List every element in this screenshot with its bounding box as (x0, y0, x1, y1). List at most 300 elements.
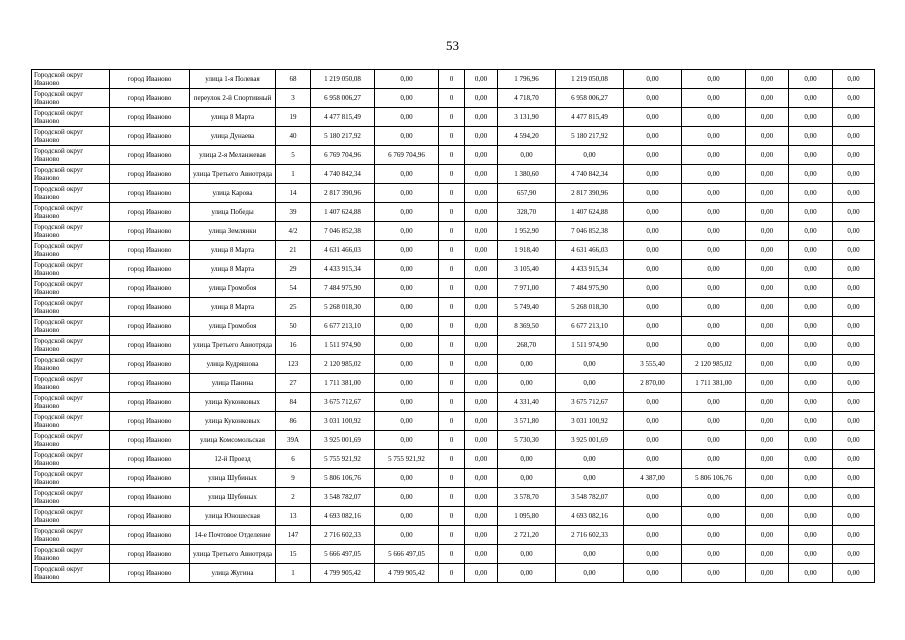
cell-cost-col-6: 3 031 100,92 (556, 412, 624, 431)
cell-area: 3 571,80 (498, 412, 556, 431)
cell-cost-col-9: 0,00 (746, 393, 789, 412)
cell-cost-col-11: 0,00 (833, 488, 875, 507)
cell-cost-col-9: 0,00 (746, 165, 789, 184)
cell-cost-col-8: 0,00 (682, 526, 746, 545)
cell-cost-col-9: 0,00 (746, 279, 789, 298)
cell-cost-col-11: 0,00 (833, 165, 875, 184)
cell-cost-col-10: 0,00 (789, 203, 833, 222)
cell-cost-col-9: 0,00 (746, 70, 789, 89)
cell-cost-col-9: 0,00 (746, 469, 789, 488)
cell-street: улица Куконковых (190, 393, 276, 412)
cell-district: Городской округ Иваново (32, 241, 110, 260)
cell-area-2: 0,00 (624, 89, 682, 108)
cell-cost-col-4: 0,00 (465, 336, 498, 355)
cell-cost-col-6: 2 817 390,96 (556, 184, 624, 203)
table-row (32, 108, 875, 127)
cell-street: улица 8 Марта (190, 298, 276, 317)
cell-house: 9 (276, 469, 311, 488)
cell-cost-col-2: 0,00 (375, 374, 439, 393)
cell-cost-col-8: 0,00 (682, 203, 746, 222)
cell-cost-col-11: 0,00 (833, 469, 875, 488)
cell-cost-col-3: 0 (439, 127, 465, 146)
cell-settlement: город Иваново (110, 431, 190, 450)
cell-cost-col-10: 0,00 (789, 317, 833, 336)
cell-street: улица 1-я Полевая (190, 70, 276, 89)
cell-street: улица Куконковых (190, 412, 276, 431)
cell-district: Городской округ Иваново (32, 412, 110, 431)
cell-cost-col-4: 0,00 (465, 564, 498, 583)
cell-house: 1 (276, 564, 311, 583)
cell-district: Городской округ Иваново (32, 108, 110, 127)
cell-district: Городской округ Иваново (32, 70, 110, 89)
cell-area: 328,70 (498, 203, 556, 222)
cell-area-2: 0,00 (624, 564, 682, 583)
cell-cost-col-9: 0,00 (746, 108, 789, 127)
cell-cost-col-2: 5 755 921,92 (375, 450, 439, 469)
cell-cost-col-6: 0,00 (556, 564, 624, 583)
cell-total-cost: 4 799 905,42 (311, 564, 375, 583)
cell-area: 5 749,40 (498, 298, 556, 317)
cell-cost-col-2: 0,00 (375, 165, 439, 184)
cell-area-2: 0,00 (624, 279, 682, 298)
cell-total-cost: 5 180 217,92 (311, 127, 375, 146)
table-row (32, 507, 875, 526)
cell-cost-col-8: 0,00 (682, 412, 746, 431)
cell-cost-col-2: 0,00 (375, 431, 439, 450)
cell-district: Городской округ Иваново (32, 298, 110, 317)
cell-total-cost: 4 631 466,03 (311, 241, 375, 260)
cell-cost-col-2: 0,00 (375, 526, 439, 545)
cell-cost-col-10: 0,00 (789, 298, 833, 317)
table-row (32, 222, 875, 241)
cell-cost-col-10: 0,00 (789, 127, 833, 146)
cell-total-cost: 4 693 082,16 (311, 507, 375, 526)
cell-cost-col-6: 4 433 915,34 (556, 260, 624, 279)
cell-street: улица Жугина (190, 564, 276, 583)
cell-area-2: 0,00 (624, 412, 682, 431)
cell-cost-col-2: 0,00 (375, 203, 439, 222)
cell-cost-col-9: 0,00 (746, 564, 789, 583)
cell-cost-col-4: 0,00 (465, 317, 498, 336)
cell-total-cost: 1 511 974,90 (311, 336, 375, 355)
cell-cost-col-2: 0,00 (375, 70, 439, 89)
cell-area-2: 0,00 (624, 146, 682, 165)
cell-cost-col-9: 0,00 (746, 146, 789, 165)
cell-settlement: город Иваново (110, 222, 190, 241)
cell-cost-col-6: 4 477 815,49 (556, 108, 624, 127)
cell-cost-col-11: 0,00 (833, 450, 875, 469)
cell-cost-col-3: 0 (439, 70, 465, 89)
cell-total-cost: 5 755 921,92 (311, 450, 375, 469)
cell-total-cost: 1 407 624,88 (311, 203, 375, 222)
cell-cost-col-8: 0,00 (682, 127, 746, 146)
cell-cost-col-9: 0,00 (746, 298, 789, 317)
cell-cost-col-8: 0,00 (682, 279, 746, 298)
cell-house: 15 (276, 545, 311, 564)
cell-cost-col-10: 0,00 (789, 374, 833, 393)
cell-house: 5 (276, 146, 311, 165)
cell-area: 0,00 (498, 355, 556, 374)
cell-cost-col-11: 0,00 (833, 393, 875, 412)
cell-cost-col-9: 0,00 (746, 374, 789, 393)
cell-cost-col-3: 0 (439, 89, 465, 108)
cell-cost-col-9: 0,00 (746, 203, 789, 222)
cell-district: Городской округ Иваново (32, 89, 110, 108)
cell-cost-col-9: 0,00 (746, 317, 789, 336)
cell-district: Городской округ Иваново (32, 469, 110, 488)
cell-cost-col-6: 6 677 213,10 (556, 317, 624, 336)
cell-cost-col-8: 0,00 (682, 431, 746, 450)
cell-cost-col-11: 0,00 (833, 279, 875, 298)
cell-street: улица Кудряшова (190, 355, 276, 374)
cell-street: улица 8 Марта (190, 241, 276, 260)
cell-cost-col-10: 0,00 (789, 165, 833, 184)
cell-total-cost: 3 925 001,69 (311, 431, 375, 450)
cell-cost-col-10: 0,00 (789, 146, 833, 165)
cell-cost-col-3: 0 (439, 526, 465, 545)
cell-cost-col-3: 0 (439, 298, 465, 317)
cell-total-cost: 7 484 975,90 (311, 279, 375, 298)
cell-cost-col-4: 0,00 (465, 222, 498, 241)
cell-district: Городской округ Иваново (32, 165, 110, 184)
cell-cost-col-6: 0,00 (556, 355, 624, 374)
cell-district: Городской округ Иваново (32, 545, 110, 564)
table-row (32, 545, 875, 564)
cell-house: 68 (276, 70, 311, 89)
cell-area: 0,00 (498, 374, 556, 393)
cell-cost-col-9: 0,00 (746, 336, 789, 355)
cell-district: Городской округ Иваново (32, 431, 110, 450)
cell-cost-col-10: 0,00 (789, 336, 833, 355)
cell-cost-col-9: 0,00 (746, 431, 789, 450)
cell-cost-col-6: 2 716 602,33 (556, 526, 624, 545)
cell-house: 4/2 (276, 222, 311, 241)
cell-cost-col-2: 0,00 (375, 336, 439, 355)
cell-cost-col-6: 0,00 (556, 469, 624, 488)
cell-settlement: город Иваново (110, 488, 190, 507)
cell-cost-col-11: 0,00 (833, 108, 875, 127)
cell-cost-col-10: 0,00 (789, 431, 833, 450)
cell-district: Городской округ Иваново (32, 526, 110, 545)
cell-cost-col-4: 0,00 (465, 184, 498, 203)
table-row (32, 488, 875, 507)
cell-district: Городской округ Иваново (32, 488, 110, 507)
cell-settlement: город Иваново (110, 526, 190, 545)
cell-cost-col-10: 0,00 (789, 412, 833, 431)
cell-cost-col-10: 0,00 (789, 564, 833, 583)
cell-settlement: город Иваново (110, 203, 190, 222)
cell-cost-col-8: 0,00 (682, 184, 746, 203)
table-row (32, 184, 875, 203)
cell-cost-col-4: 0,00 (465, 450, 498, 469)
cell-area-2: 0,00 (624, 203, 682, 222)
cell-street: улица Землянки (190, 222, 276, 241)
cell-area: 1 380,60 (498, 165, 556, 184)
cell-cost-col-6: 1 511 974,90 (556, 336, 624, 355)
cell-cost-col-10: 0,00 (789, 488, 833, 507)
table-row (32, 127, 875, 146)
cell-area: 0,00 (498, 564, 556, 583)
cell-cost-col-3: 0 (439, 336, 465, 355)
cell-total-cost: 2 716 602,33 (311, 526, 375, 545)
cell-settlement: город Иваново (110, 165, 190, 184)
cell-settlement: город Иваново (110, 374, 190, 393)
cell-street: улица Третьего Авиотряда (190, 545, 276, 564)
cell-cost-col-4: 0,00 (465, 298, 498, 317)
cell-house: 54 (276, 279, 311, 298)
cell-settlement: город Иваново (110, 336, 190, 355)
cell-cost-col-6: 0,00 (556, 450, 624, 469)
cell-area: 268,70 (498, 336, 556, 355)
cell-cost-col-9: 0,00 (746, 222, 789, 241)
cell-cost-col-11: 0,00 (833, 412, 875, 431)
cell-cost-col-10: 0,00 (789, 450, 833, 469)
cell-area-2: 0,00 (624, 507, 682, 526)
cell-area-2: 0,00 (624, 336, 682, 355)
cell-area-2: 0,00 (624, 431, 682, 450)
cell-cost-col-2: 0,00 (375, 108, 439, 127)
cell-cost-col-4: 0,00 (465, 108, 498, 127)
cell-settlement: город Иваново (110, 507, 190, 526)
cell-cost-col-2: 0,00 (375, 184, 439, 203)
cell-settlement: город Иваново (110, 317, 190, 336)
cell-area-2: 0,00 (624, 317, 682, 336)
cell-street: улица Третьего Авиотряда (190, 336, 276, 355)
table-row (32, 70, 875, 89)
cell-cost-col-3: 0 (439, 260, 465, 279)
cell-cost-col-2: 0,00 (375, 127, 439, 146)
cell-cost-col-4: 0,00 (465, 127, 498, 146)
table-body (32, 70, 875, 583)
cell-area-2: 0,00 (624, 450, 682, 469)
cell-cost-col-11: 0,00 (833, 298, 875, 317)
cell-cost-col-11: 0,00 (833, 241, 875, 260)
cell-house: 29 (276, 260, 311, 279)
cell-street: улица Победы (190, 203, 276, 222)
cell-cost-col-6: 1 407 624,88 (556, 203, 624, 222)
cell-cost-col-6: 3 548 782,07 (556, 488, 624, 507)
cell-area: 657,90 (498, 184, 556, 203)
cell-settlement: город Иваново (110, 89, 190, 108)
cell-settlement: город Иваново (110, 393, 190, 412)
cell-settlement: город Иваново (110, 127, 190, 146)
cell-cost-col-4: 0,00 (465, 355, 498, 374)
cell-area-2: 0,00 (624, 165, 682, 184)
cell-cost-col-8: 0,00 (682, 393, 746, 412)
cell-area-2: 0,00 (624, 108, 682, 127)
cell-area-2: 0,00 (624, 184, 682, 203)
cell-cost-col-11: 0,00 (833, 526, 875, 545)
cell-cost-col-10: 0,00 (789, 279, 833, 298)
cell-cost-col-4: 0,00 (465, 203, 498, 222)
cell-cost-col-11: 0,00 (833, 89, 875, 108)
cell-cost-col-6: 4 740 842,34 (556, 165, 624, 184)
cell-cost-col-8: 0,00 (682, 336, 746, 355)
cell-cost-col-2: 6 769 704,96 (375, 146, 439, 165)
cell-cost-col-2: 4 799 905,42 (375, 564, 439, 583)
cell-cost-col-10: 0,00 (789, 393, 833, 412)
cell-area: 3 105,40 (498, 260, 556, 279)
cell-house: 147 (276, 526, 311, 545)
cell-settlement: город Иваново (110, 450, 190, 469)
cell-house: 50 (276, 317, 311, 336)
cell-cost-col-6: 7 046 852,38 (556, 222, 624, 241)
cell-cost-col-2: 0,00 (375, 260, 439, 279)
table-row (32, 260, 875, 279)
cell-settlement: город Иваново (110, 469, 190, 488)
table-row (32, 393, 875, 412)
cell-cost-col-8: 1 711 381,00 (682, 374, 746, 393)
cell-area: 0,00 (498, 450, 556, 469)
cell-street: улица Громобоя (190, 279, 276, 298)
cell-cost-col-10: 0,00 (789, 526, 833, 545)
cell-district: Городской округ Иваново (32, 507, 110, 526)
cell-cost-col-4: 0,00 (465, 545, 498, 564)
cell-total-cost: 5 666 497,05 (311, 545, 375, 564)
cell-area: 4 718,70 (498, 89, 556, 108)
cell-house: 123 (276, 355, 311, 374)
cell-area: 1 796,96 (498, 70, 556, 89)
cell-cost-col-4: 0,00 (465, 241, 498, 260)
cell-cost-col-3: 0 (439, 184, 465, 203)
cell-cost-col-3: 0 (439, 431, 465, 450)
table-row (32, 203, 875, 222)
cell-street: улица Карова (190, 184, 276, 203)
cell-cost-col-8: 0,00 (682, 108, 746, 127)
table-row (32, 450, 875, 469)
cell-area: 4 331,40 (498, 393, 556, 412)
cell-cost-col-3: 0 (439, 146, 465, 165)
table-row (32, 146, 875, 165)
cell-area: 0,00 (498, 469, 556, 488)
cell-cost-col-2: 0,00 (375, 393, 439, 412)
cell-cost-col-8: 0,00 (682, 564, 746, 583)
cell-settlement: город Иваново (110, 108, 190, 127)
cell-cost-col-8: 2 120 985,02 (682, 355, 746, 374)
cell-area-2: 0,00 (624, 241, 682, 260)
cell-cost-col-3: 0 (439, 241, 465, 260)
cell-district: Городской округ Иваново (32, 393, 110, 412)
cell-cost-col-4: 0,00 (465, 469, 498, 488)
cell-cost-col-10: 0,00 (789, 89, 833, 108)
cell-cost-col-8: 0,00 (682, 89, 746, 108)
cell-cost-col-11: 0,00 (833, 374, 875, 393)
cell-area-2: 4 387,00 (624, 469, 682, 488)
cell-cost-col-8: 0,00 (682, 222, 746, 241)
cell-street: улица Юношеская (190, 507, 276, 526)
cell-house: 19 (276, 108, 311, 127)
cell-cost-col-11: 0,00 (833, 355, 875, 374)
table-row (32, 279, 875, 298)
cell-house: 3 (276, 89, 311, 108)
cell-cost-col-8: 0,00 (682, 260, 746, 279)
cell-cost-col-11: 0,00 (833, 203, 875, 222)
cell-area-2: 0,00 (624, 70, 682, 89)
cell-area-2: 2 870,00 (624, 374, 682, 393)
cell-settlement: город Иваново (110, 412, 190, 431)
cell-total-cost: 4 433 915,34 (311, 260, 375, 279)
cell-area: 4 594,20 (498, 127, 556, 146)
cell-street: улица 2-я Меланжевая (190, 146, 276, 165)
cell-cost-col-9: 0,00 (746, 488, 789, 507)
cell-house: 84 (276, 393, 311, 412)
cell-district: Городской округ Иваново (32, 355, 110, 374)
table-row (32, 564, 875, 583)
cell-total-cost: 2 120 985,02 (311, 355, 375, 374)
table-row (32, 165, 875, 184)
cell-area: 0,00 (498, 146, 556, 165)
cell-cost-col-11: 0,00 (833, 431, 875, 450)
table-row (32, 374, 875, 393)
cell-cost-col-6: 1 219 050,08 (556, 70, 624, 89)
cell-cost-col-2: 0,00 (375, 89, 439, 108)
cell-district: Городской округ Иваново (32, 184, 110, 203)
cell-cost-col-3: 0 (439, 450, 465, 469)
cell-cost-col-2: 0,00 (375, 469, 439, 488)
cell-cost-col-3: 0 (439, 165, 465, 184)
cell-cost-col-3: 0 (439, 279, 465, 298)
cell-cost-col-10: 0,00 (789, 355, 833, 374)
cell-area-2: 0,00 (624, 298, 682, 317)
cell-cost-col-9: 0,00 (746, 241, 789, 260)
cell-cost-col-4: 0,00 (465, 488, 498, 507)
cell-cost-col-9: 0,00 (746, 507, 789, 526)
cell-cost-col-4: 0,00 (465, 260, 498, 279)
cell-cost-col-3: 0 (439, 564, 465, 583)
cell-cost-col-6: 3 925 001,69 (556, 431, 624, 450)
cell-street: улица Панина (190, 374, 276, 393)
cell-area: 7 971,00 (498, 279, 556, 298)
cell-total-cost: 1 711 381,00 (311, 374, 375, 393)
cell-cost-col-9: 0,00 (746, 450, 789, 469)
cell-cost-col-8: 0,00 (682, 70, 746, 89)
cell-district: Городской округ Иваново (32, 336, 110, 355)
cell-area: 1 918,40 (498, 241, 556, 260)
cell-cost-col-6: 7 484 975,90 (556, 279, 624, 298)
cell-cost-col-4: 0,00 (465, 146, 498, 165)
cell-street: 14-е Почтовое Отделение (190, 526, 276, 545)
cell-area: 8 369,50 (498, 317, 556, 336)
cell-cost-col-4: 0,00 (465, 526, 498, 545)
cell-district: Городской округ Иваново (32, 450, 110, 469)
cell-cost-col-6: 4 631 466,03 (556, 241, 624, 260)
cell-total-cost: 3 675 712,67 (311, 393, 375, 412)
cell-cost-col-6: 4 693 082,16 (556, 507, 624, 526)
cell-cost-col-11: 0,00 (833, 260, 875, 279)
cell-total-cost: 4 477 815,49 (311, 108, 375, 127)
cell-cost-col-10: 0,00 (789, 545, 833, 564)
cell-settlement: город Иваново (110, 545, 190, 564)
cell-cost-col-6: 0,00 (556, 545, 624, 564)
cell-area-2: 0,00 (624, 222, 682, 241)
cell-cost-col-3: 0 (439, 469, 465, 488)
cell-settlement: город Иваново (110, 260, 190, 279)
table-row (32, 412, 875, 431)
cell-cost-col-4: 0,00 (465, 89, 498, 108)
cell-cost-col-2: 0,00 (375, 279, 439, 298)
cell-total-cost: 7 046 852,38 (311, 222, 375, 241)
cell-cost-col-9: 0,00 (746, 127, 789, 146)
cell-street: переулок 2-й Спортивный (190, 89, 276, 108)
cell-settlement: город Иваново (110, 298, 190, 317)
cell-area: 3 578,70 (498, 488, 556, 507)
cell-cost-col-11: 0,00 (833, 70, 875, 89)
table-row (32, 89, 875, 108)
cell-cost-col-8: 0,00 (682, 488, 746, 507)
cell-cost-col-3: 0 (439, 412, 465, 431)
cell-cost-col-8: 0,00 (682, 450, 746, 469)
cell-cost-col-6: 5 180 217,92 (556, 127, 624, 146)
